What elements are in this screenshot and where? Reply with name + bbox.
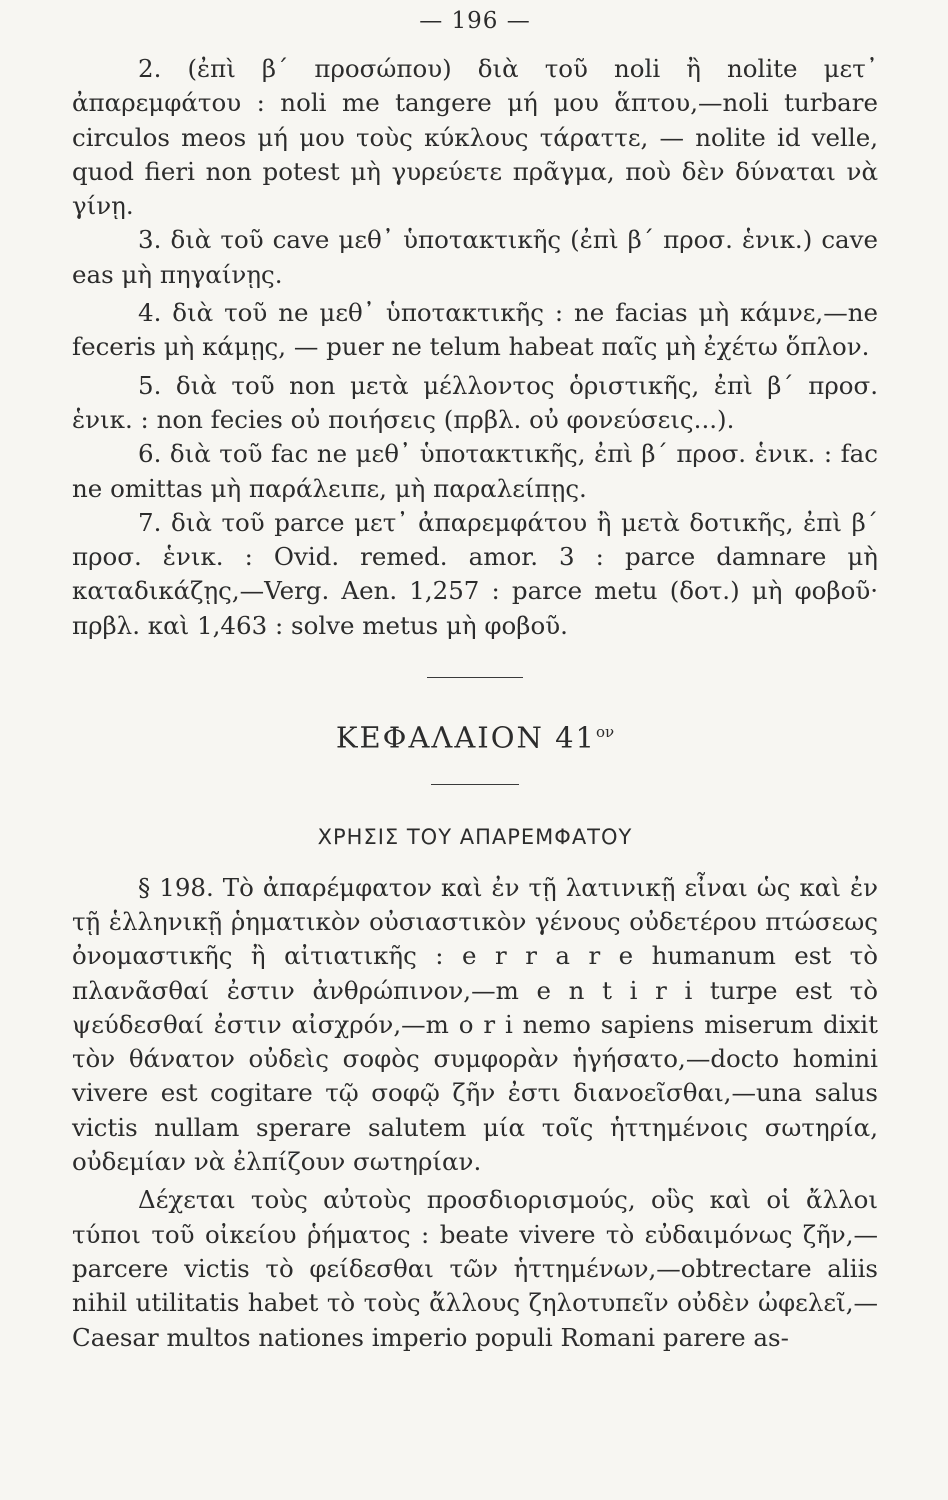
- rule-paragraph-6: 6. διὰ τοῦ fac ne μεθ᾽ ὑποτακτικῆς, ἐπὶ β΄ προσ. ἑνικ. : fac ne omittas μὴ παράλειπε, μὴ παραλείπῃς.: [72, 439, 878, 503]
- chapter-heading: [72, 714, 878, 756]
- page-number: — 196 —: [419, 8, 531, 34]
- section-paragraph-continuation: Δέχεται τοὺς αὐτοὺς προσδιορισμούς, οὓς καὶ οἱ ἄλλοι τύποι τοῦ οἰκείου ῥήματος : beate vivere τὸ εὐδαιμόνως ζῆν,—parcere victis τὸ φείδεσθαι τῶν ἡττημένων,—obtrectare aliis nihil utilitatis habet τὸ τοὺς ἄλλους ζηλοτυπεῖν οὐδὲν ὠφελεῖ,—Caesar multos nationes imperio populi Romani parere as-: [72, 1185, 878, 1352]
- rule-paragraph-7: 7. διὰ τοῦ parce μετ᾽ ἀπαρεμφάτου ἢ μετὰ δοτικῆς, ἐπὶ β΄ προσ. ἑνικ. : Ovid. remed. amor. 3 : parce damnare μὴ καταδικάζῃς,—Verg. Aen. 1,257 : parce metu (δοτ.) μὴ φοβοῦ· πρβλ. καὶ 1,463 : solve metus μὴ φοβοῦ.: [72, 507, 878, 640]
- chapter-title: ΚΕΦΑΛΑΙΟΝ 41: [335, 720, 596, 755]
- divider-rule: [427, 677, 523, 678]
- book-page: [72, 8, 878, 1355]
- section-title: ΧΡΗΣΙΣ ΤΟΥ ΑΠΑΡΕΜΦΑΤΟΥ: [317, 824, 633, 849]
- section-paragraph-198: § 198. Τὸ ἀπαρέμφατον καὶ ἐν τῇ λατινικῇ εἶναι ὡς καὶ ἐν τῇ ἑλληνικῇ ῥηματικὸν οὐσιαστικὸν γένους οὐδετέρου πτώσεως ὀνομαστικῆς ἢ αἰτιατικῆς : e r r a r e humanum est τὸ πλανᾶσθαί ἐστιν ἀνθρώπινον,—m e n t i r i turpe est τὸ ψεύδεσθαί ἐστιν αἰσχρόν,—m o r i nemo sapiens miserum dixit τὸν θάνατον οὐδεὶς σοφὸς συμφορὰν ἡγήσατο,—docto homini vivere est cogitare τῷ σοφῷ ζῆν ἐστι διανοεῖσθαι,—una salus victis nullam sperare salutem μία τοῖς ἡττημένοις σωτηρία, οὐδεμίαν νὰ ἐλπίζουν σωτηρίαν.: [72, 872, 878, 1177]
- rule-paragraph-2: 2. (ἐπὶ β΄ προσώπου) διὰ τοῦ noli ἢ nolite μετ᾽ ἀπαρεμφάτου : noli me tangere μή μου ἅπτου,—noli turbare circulos meos μή μου τοὺς κύκλους τάραττε, — nolite id velle, quod fieri non potest μὴ γυρεύετε πρᾶγμα, ποὺ δὲν δύναται νὰ γίνῃ.: [72, 54, 878, 221]
- chapter-ordinal-suffix: ον: [596, 723, 615, 742]
- rule-paragraph-5: 5. διὰ τοῦ non μετὰ μέλλοντος ὁριστικῆς, ἐπὶ β΄ προσ. ἑνικ. : non fecies οὐ ποιήσεις (πρβλ. οὐ φονεύσεις...).: [72, 370, 878, 434]
- rule-paragraph-3: 3. διὰ τοῦ cave μεθ᾽ ὑποτακτικῆς (ἐπὶ β΄ προσ. ἑνικ.) cave eas μὴ πηγαίνῃς.: [72, 225, 878, 289]
- rule-paragraph-4: 4. διὰ τοῦ ne μεθ᾽ ὑποτακτικῆς : ne facias μὴ κάμνε,—ne feceris μὴ κάμῃς, — puer ne telum habeat παῖς μὴ ἐχέτω ὅπλον.: [72, 298, 878, 362]
- divider-rule: [431, 784, 519, 785]
